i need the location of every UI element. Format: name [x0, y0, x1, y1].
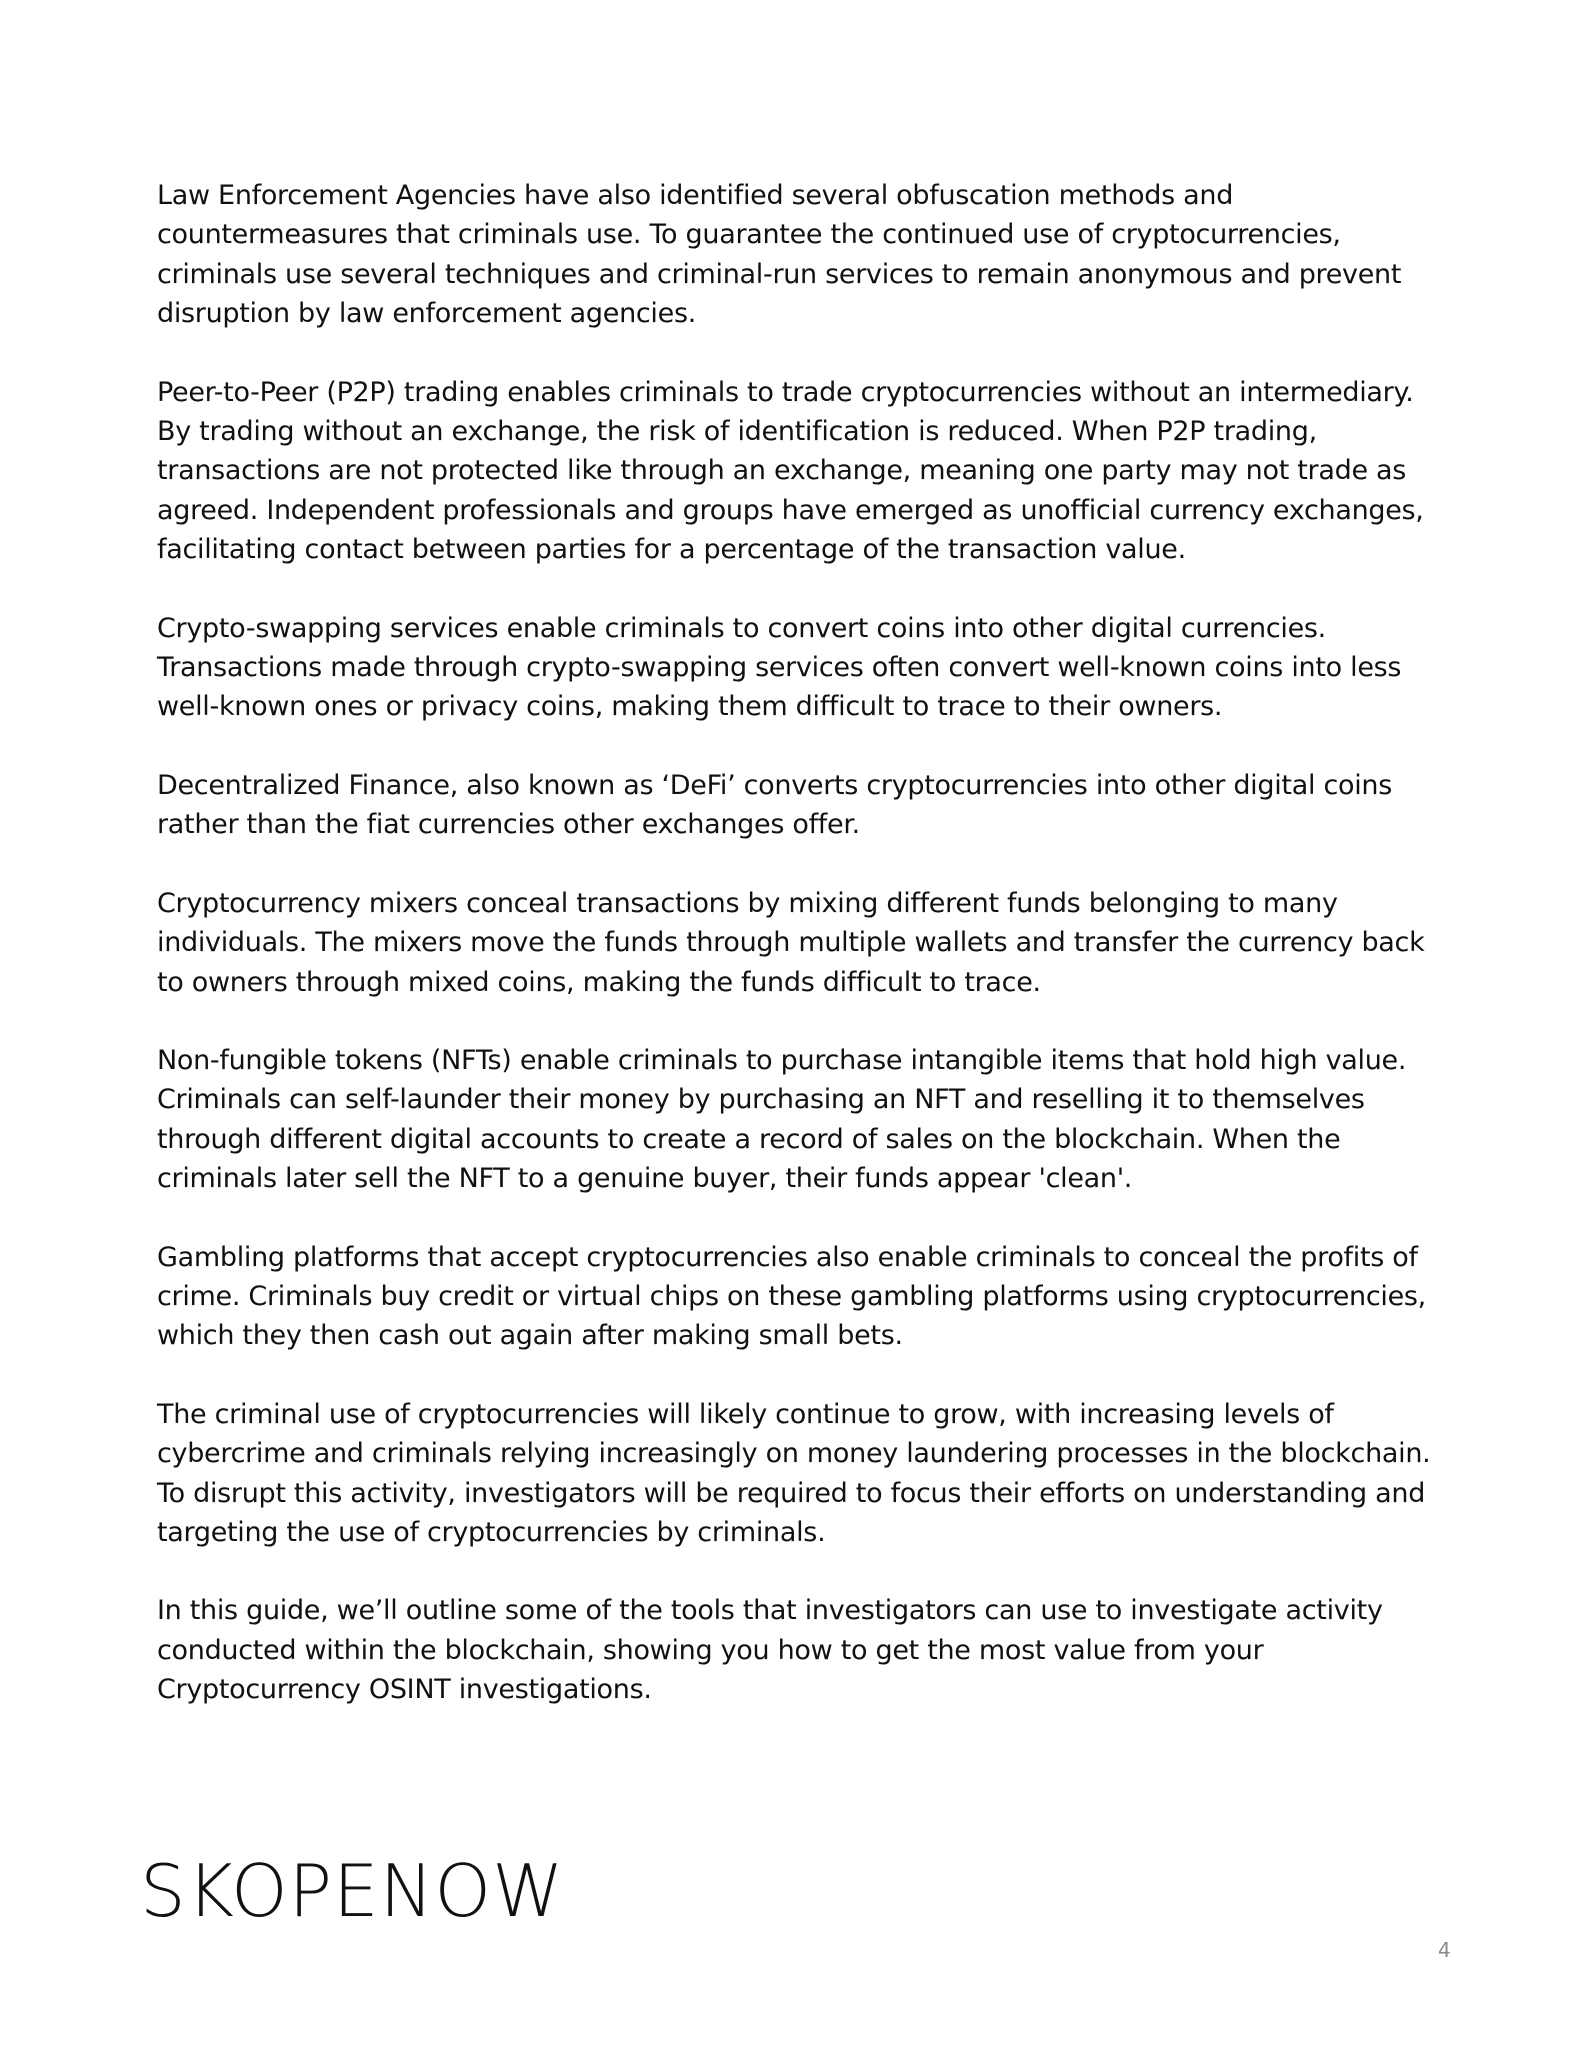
page-number: 4	[1438, 1938, 1451, 1962]
paragraph-gambling: Gambling platforms that accept cryptocurrencies also enable criminals to conceal the profits of crime. Criminals buy credit or virtual chips on these gambling platforms using cryptocurrencies, which they then cash out again after making small bets.	[157, 1241, 1426, 1352]
paragraph-p2p-trading: Peer-to-Peer (P2P) trading enables criminals to trade cryptocurrencies without an intermediary. By trading without an exchange, the risk of identification is reduced. When P2P trading, transactions are not protected like through an exchange, meaning one party may not trade as agreed. Independent professionals and groups have emerged as unofficial currency exchanges, facilitating contact between parties for a percentage of the transaction value.	[157, 376, 1424, 566]
paragraph-obfuscation-methods: Law Enforcement Agencies have also identified several obfuscation methods and countermeasures that criminals use. To guarantee the continued use of cryptocurrencies, criminals use several techniques and criminal-run services to remain anonymous and prevent disruption by law enforcement agencies.	[157, 180, 1402, 330]
paragraph-crypto-swapping: Crypto-swapping services enable criminals to convert coins into other digital currencies. Transactions made through crypto-swapping services often convert well-known coins into less well-known ones or privacy coins, making them difficult to trace to their owners.	[157, 612, 1402, 723]
paragraph-mixers: Cryptocurrency mixers conceal transactions by mixing different funds belonging to many individuals. The mixers move the funds through multiple wallets and transfer the currency back to owners through mixed coins, making the funds difficult to trace.	[157, 887, 1425, 998]
paragraph-outlook: The criminal use of cryptocurrencies will likely continue to grow, with increasing levels of cybercrime and criminals relying increasingly on money laundering processes in the blockchain. To disrupt this activity, investigators will be required to focus their efforts on understanding and targeting the use of cryptocurrencies by criminals.	[157, 1398, 1431, 1548]
paragraph-nfts: Non-fungible tokens (NFTs) enable criminals to purchase intangible items that hold high value. Criminals can self-launder their money by purchasing an NFT and reselling it to themselves through different digital accounts to create a record of sales on the blockchain. When the criminals later sell the NFT to a genuine buyer, their funds appear 'clean'.	[157, 1044, 1407, 1195]
skopenow-logo: SKOPENOW	[140, 1849, 565, 1933]
paragraph-defi: Decentralized Finance, also known as ‘DeFi’ converts cryptocurrencies into other digital coins rather than the fiat currencies other exchanges offer.	[157, 769, 1392, 841]
document-body	[157, 176, 1447, 1749]
paragraph-guide-intro: In this guide, we’ll outline some of the tools that investigators can use to investigate activity conducted within the blockchain, showing you how to get the most value from your Cryptocurrency OSINT investigations.	[157, 1595, 1383, 1706]
